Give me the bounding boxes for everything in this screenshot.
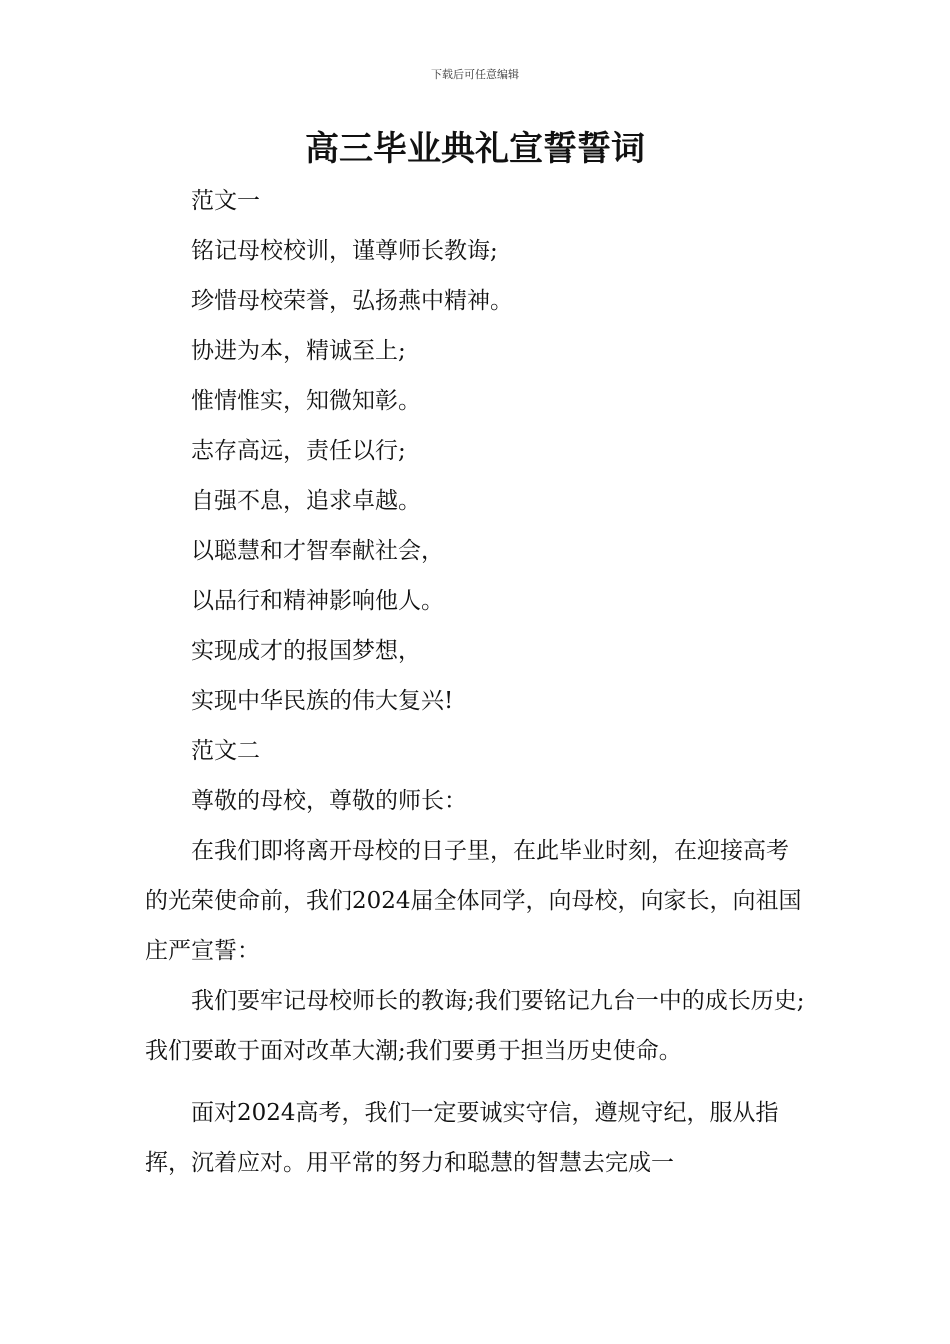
oath-line: 以聪慧和才智奉献社会， <box>191 538 444 564</box>
oath-line: 以品行和精神影响他人。 <box>191 588 444 614</box>
section-heading-2: 范文二 <box>191 738 260 764</box>
oath-line: 自强不息，追求卓越。 <box>191 488 421 514</box>
oath-line: 铭记母校校训，谨尊师长教诲; <box>191 238 498 264</box>
oath-line: 惟情惟实，知微知彰。 <box>191 388 421 414</box>
document-title: 高三毕业典礼宣誓誓词 <box>305 129 645 169</box>
document-body <box>145 176 805 1188</box>
body-paragraph: 面对2024高考，我们一定要诚实守信，遵规守纪，服从指挥，沉着应对。用平常的努力和聪慧的智慧去完成一 <box>145 1100 779 1176</box>
section-heading-1: 范文一 <box>191 188 260 214</box>
body-paragraph: 我们要牢记母校师长的教诲;我们要铭记九台一中的成长历史;我们要敢于面对改革大潮;我们要勇于担当历史使命。 <box>145 988 805 1064</box>
oath-line: 志存高远，责任以行; <box>191 438 406 464</box>
salutation: 尊敬的母校，尊敬的师长： <box>191 788 467 814</box>
oath-line: 珍惜母校荣誉，弘扬燕中精神。 <box>191 288 513 314</box>
oath-line: 协进为本，精诚至上; <box>191 338 406 364</box>
body-paragraph: 在我们即将离开母校的日子里，在此毕业时刻，在迎接高考的光荣使命前，我们2024届全体同学，向母校，向家长，向祖国庄严宣誓： <box>145 838 802 964</box>
header-note: 下载后可任意编辑 <box>431 68 519 81</box>
oath-line: 实现成才的报国梦想， <box>191 638 421 664</box>
oath-line: 实现中华民族的伟大复兴! <box>191 688 454 714</box>
